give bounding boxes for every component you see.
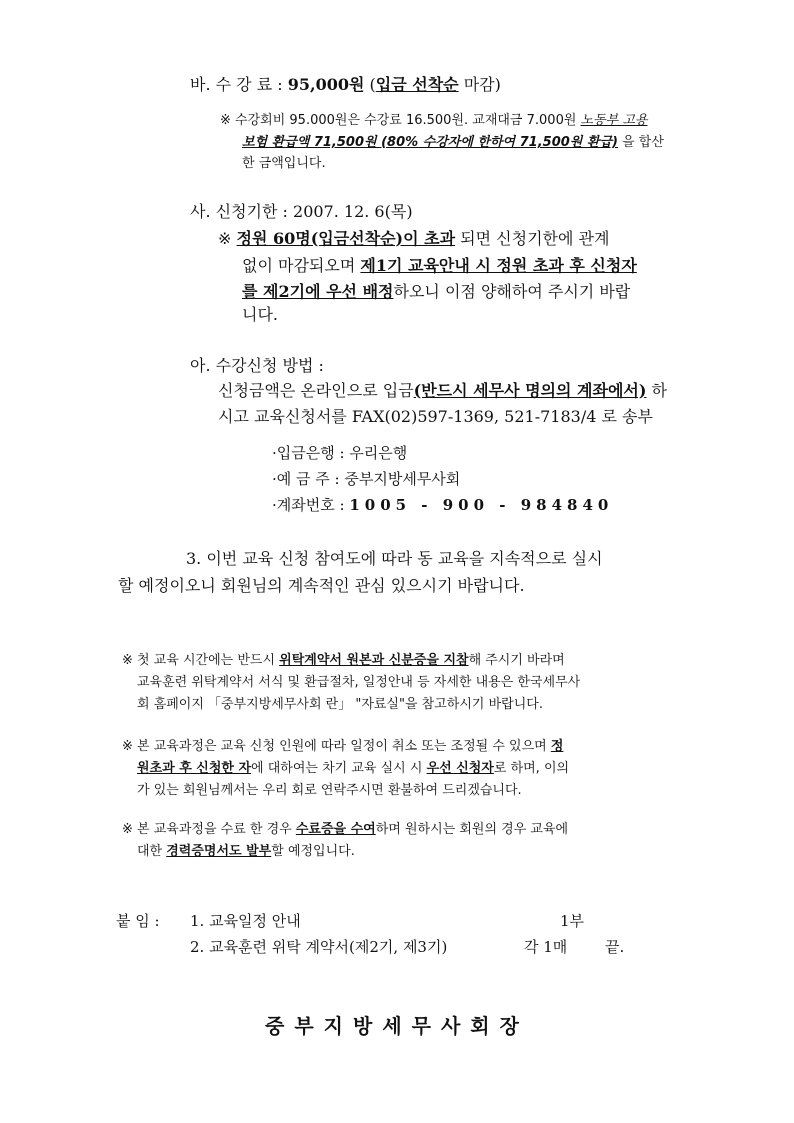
notice-emph: 경력증명서도 발부 (166, 844, 272, 859)
attachment-item2-qty: 각 1매 (524, 938, 568, 956)
deadline-text: 되면 신청기한에 관계 (455, 229, 610, 248)
notice3-line1 (122, 818, 568, 837)
fee-deadline-note: 입금 선착순 (375, 75, 459, 94)
account-number-line (272, 494, 613, 515)
method-emph: (반드시 세무사 명의의 계좌에서) (413, 381, 647, 400)
notice-text: 첫 교육 시간에는 반드시 (137, 653, 280, 668)
fee-amount: 95,000원 (287, 75, 365, 94)
attachment-item2: 2. 교육훈련 위탁 계약서(제2기, 제3기) (190, 938, 448, 956)
fee-note-line2 (242, 131, 664, 150)
note-mark: ※ (122, 739, 133, 754)
note-mark: ※ (218, 229, 232, 248)
account-holder: ·예 금 주 : 중부지방세무사회 (272, 470, 461, 488)
note-mark: ※ (220, 113, 231, 128)
deadline-emph: 정원 60명(입금선착순)이 초과 (236, 229, 456, 248)
notice2-line2 (137, 757, 569, 776)
notice-text: 본 교육과정을 수료 한 경우 (137, 822, 296, 837)
fee-note-line3: 한 금액입니다. (242, 156, 326, 171)
deadline-line1 (218, 226, 609, 249)
notice-emph: 수료증을 수여 (295, 822, 376, 837)
method-text: 하 (646, 381, 667, 400)
notice-emph: 정 (550, 739, 564, 754)
notice-emph: 위탁계약서 원본과 신분증을 지참 (279, 653, 469, 668)
fee-note-emph: 노동부 고용 (580, 113, 648, 128)
deadline-text: 없이 마감되오며 (242, 256, 361, 275)
note-mark: ※ (122, 653, 133, 668)
end-mark: 끝. (605, 938, 625, 956)
notice1-line1 (122, 649, 565, 668)
account-number-label: ·계좌번호 : (272, 496, 350, 514)
note-mark: ※ (122, 822, 133, 837)
notice3-line2 (137, 840, 355, 859)
notice-text: 해 주시기 바라며 (468, 653, 565, 668)
notice1-line3: 회 홈페이지 「중부지방세무사회 란」 "자료실"을 참고하시기 바랍니다. (137, 697, 543, 712)
notice-text: 본 교육과정은 교육 신청 인원에 따라 일정이 취소 또는 조정될 수 있으며 (137, 739, 551, 754)
deadline-line4: 니다. (242, 305, 278, 324)
fee-line (190, 72, 501, 95)
account-number: 1005 - 900 - 984840 (349, 496, 614, 514)
attachment-item1: 1. 교육일정 안내 (190, 912, 301, 930)
notice-emph: 원초과 후 신청한 자 (137, 761, 252, 776)
fee-note-text: 수강회비 95.000원은 수강료 16.500원. 교재대금 7.000원 (235, 113, 581, 128)
notice-text: 하며 원하시는 회원의 경우 교육에 (375, 822, 569, 837)
attachment-item1-qty: 1부 (560, 912, 585, 930)
deadline-line2 (242, 253, 637, 276)
fee-note-text: 을 합산 (617, 135, 664, 150)
method-text: 신청금액은 온라인으로 입금 (218, 381, 414, 400)
deadline-line3 (242, 279, 630, 302)
item3-line1: 3. 이번 교육 신청 참여도에 따라 동 교육을 지속적으로 실시 (186, 549, 603, 568)
fee-refund-text: 보험 환급액 71,500원 (80% 수강자에 한하여 71,500원 환급) (242, 135, 618, 150)
notice-emph: 우선 신청자 (426, 761, 494, 776)
fee-paren-close: 마감) (458, 75, 501, 94)
item3-line2: 할 예정이오니 회원님의 계속적인 관심 있으시기 바랍니다. (118, 576, 525, 595)
notice1-line2: 교육훈련 위탁계약서 서식 및 환급절차, 일정안내 등 자세한 내용은 한국세무사 (137, 675, 581, 690)
notice-text: 할 예정입니다. (271, 844, 355, 859)
deadline-label: 사. 신청기한 : 2007. 12. 6(목) (190, 202, 413, 221)
deadline-text: 하오니 이점 양해하여 주시기 바랍 (393, 282, 631, 301)
notice2-line3: 가 있는 회원님께서는 우리 회로 연락주시면 환불하여 드리겠습니다. (137, 783, 522, 798)
notice-text: 대한 (137, 844, 167, 859)
method-line1 (218, 378, 667, 401)
notice-text: 로 하며, 이의 (493, 761, 570, 776)
notice2-line1 (122, 735, 563, 754)
fee-label: 바. 수 강 료 : (190, 75, 288, 94)
method-label: 아. 수강신청 방법 : (190, 356, 324, 375)
bank-name: ·입금은행 : 우리은행 (272, 444, 408, 462)
method-line2: 시고 교육신청서를 FAX(02)597-1369, 521-7183/4 로 송부 (218, 407, 653, 426)
fee-paren-open: ( (364, 75, 376, 94)
deadline-emph: 제1기 교육안내 시 정원 초과 후 신청자 (360, 256, 637, 275)
attachment-label: 붙 임 : (116, 912, 160, 930)
notice-text: 에 대하여는 차기 교육 실시 시 (251, 761, 427, 776)
fee-note-line1 (220, 109, 647, 128)
signature-title: 중부지방세무사회장 (265, 1014, 529, 1038)
deadline-emph: 를 제2기에 우선 배정 (242, 282, 394, 301)
